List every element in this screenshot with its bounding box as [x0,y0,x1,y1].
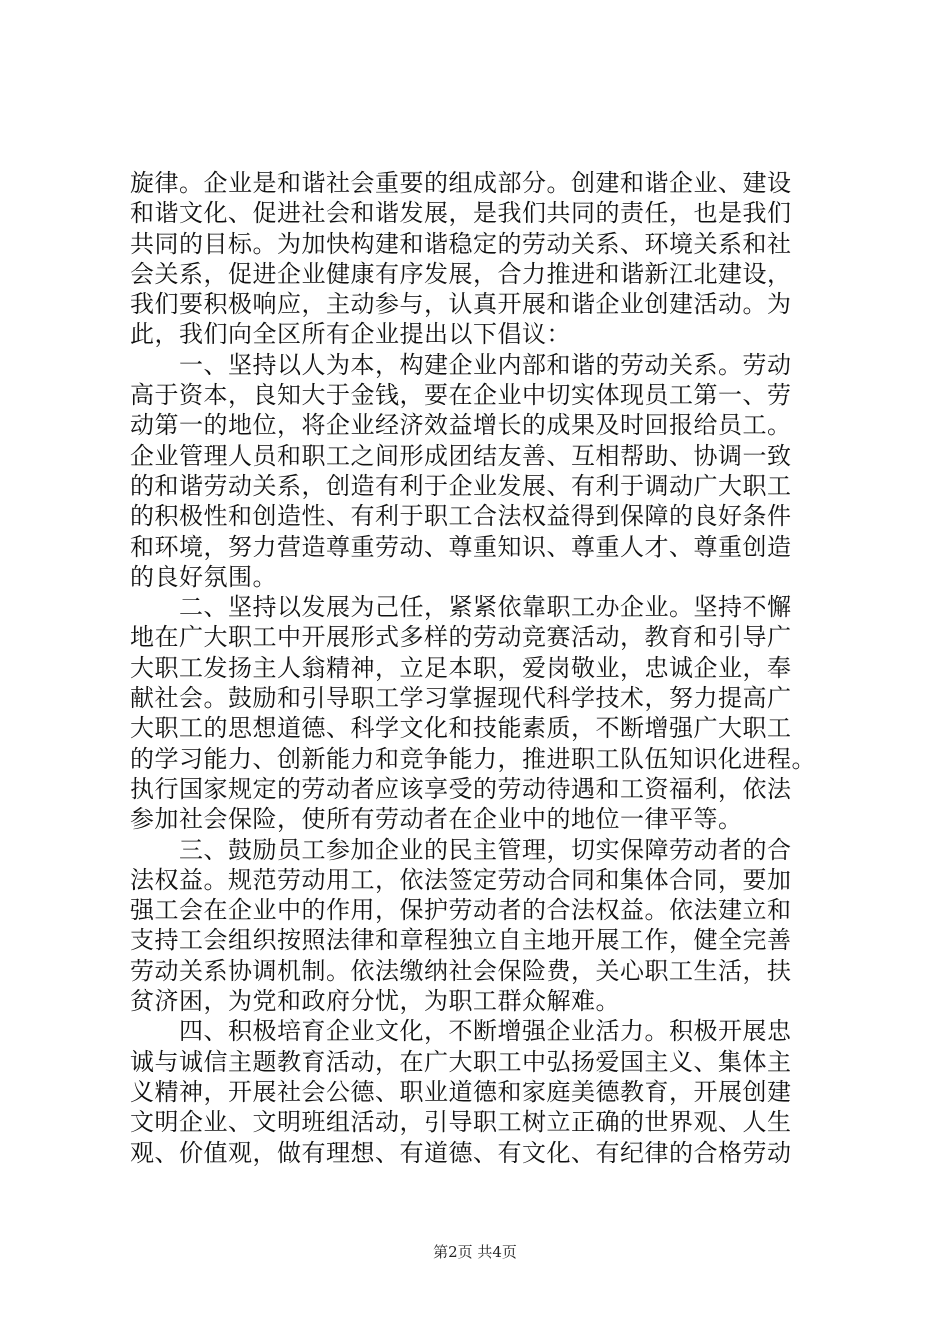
text-line: 和环境，努力营造尊重劳动、尊重知识、尊重人才、尊重创造 [130,532,792,561]
text-line: 劳动关系协调机制。依法缴纳社会保险费，关心职工生活，扶 [130,956,792,985]
text-line: 的积极性和创造性、有利于职工合法权益得到保障的良好条件 [130,502,792,531]
text-line: 一、坚持以人为本，构建企业内部和谐的劳动关系。劳动 [130,350,792,379]
text-line: 三、鼓励员工参加企业的民主管理，切实保障劳动者的合 [130,835,792,864]
text-line: 强工会在企业中的作用，保护劳动者的合法权益。依法建立和 [130,896,792,925]
text-line: 会关系，促进企业健康有序发展，合力推进和谐新江北建设， [130,259,792,288]
text-line: 大职工的思想道德、科学文化和技能素质，不断增强广大职工 [130,714,792,743]
text-line: 高于资本，良知大于金钱，要在企业中切实体现员工第一、劳 [130,381,792,410]
text-line: 的良好氛围。 [130,562,277,591]
text-line: 大职工发扬主人翁精神，立足本职，爱岗敬业，忠诚企业，奉 [130,653,792,682]
text-line: 旋律。企业是和谐社会重要的组成部分。创建和谐企业、建设 [130,169,792,197]
text-line: 企业管理人员和职工之间形成团结友善、互相帮助、协调一致 [130,441,792,470]
text-line: 文明企业、文明班组活动，引导职工树立正确的世界观、人生 [130,1108,792,1137]
text-line: 支持工会组织按照法律和章程独立自主地开展工作，健全完善 [130,926,792,955]
text-line: 地在广大职工中开展形式多样的劳动竞赛活动，教育和引导广 [130,623,792,652]
body-text [130,168,830,1168]
text-line: 贫济困，为党和政府分忧，为职工群众解难。 [130,987,620,1016]
text-line: 献社会。鼓励和引导职工学习掌握现代科学技术，努力提高广 [130,684,792,713]
text-line: 诚与诚信主题教育活动，在广大职工中弘扬爱国主义、集体主 [130,1047,792,1076]
text-line: 四、积极培育企业文化，不断增强企业活力。积极开展忠 [130,1017,792,1046]
text-line: 的学习能力、创新能力和竞争能力，推进职工队伍知识化进程。 [130,744,816,773]
text-line: 和谐文化、促进社会和谐发展，是我们共同的责任，也是我们 [130,199,792,228]
text-line: 观、价值观，做有理想、有道德、有文化、有纪律的合格劳动 [130,1138,792,1167]
page-footer: 第2页 共4页 [433,1243,517,1261]
text-line: 的和谐劳动关系，创造有利于企业发展、有利于调动广大职工 [130,471,792,500]
text-line: 我们要积极响应，主动参与，认真开展和谐企业创建活动。为 [130,290,792,319]
text-line: 此，我们向全区所有企业提出以下倡议： [130,320,571,349]
text-line: 二、坚持以发展为己任，紧紧依靠职工办企业。坚持不懈 [130,593,792,622]
text-line: 动第一的地位，将企业经济效益增长的成果及时回报给员工。 [130,411,792,440]
text-line: 执行国家规定的劳动者应该享受的劳动待遇和工资福利，依法 [130,774,792,803]
text-line: 法权益。规范劳动用工，依法签定劳动合同和集体合同，要加 [130,865,792,894]
text-line: 共同的目标。为加快构建和谐稳定的劳动关系、环境关系和社 [130,229,792,258]
text-line: 参加社会保险，使所有劳动者在企业中的地位一律平等。 [130,805,743,834]
text-line: 义精神，开展社会公德、职业道德和家庭美德教育，开展创建 [130,1077,792,1106]
